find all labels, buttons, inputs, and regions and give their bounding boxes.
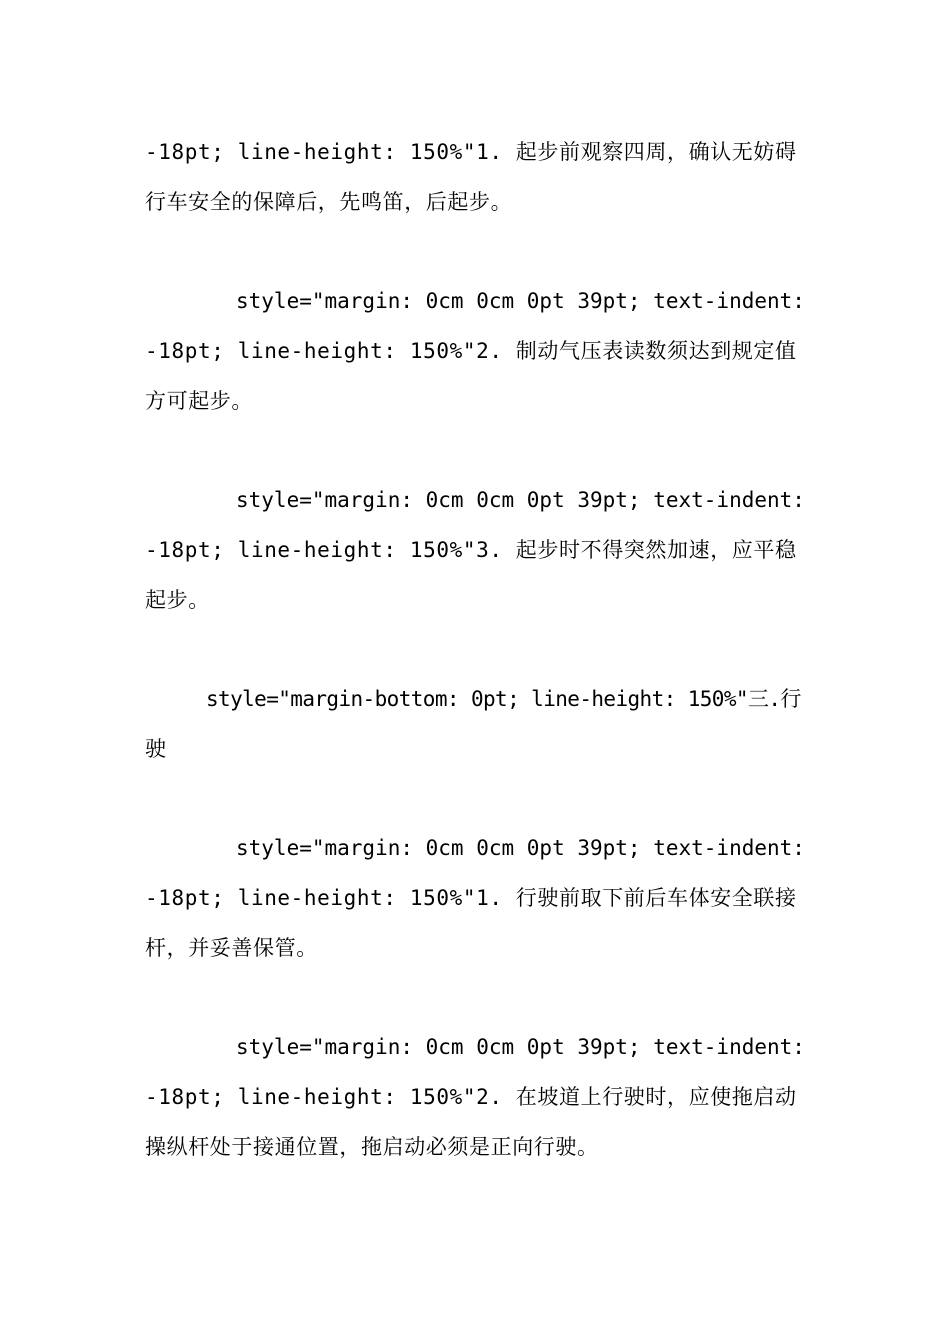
text-line: 方可起步。 <box>145 389 253 413</box>
section-heading-driving <box>145 674 805 774</box>
paragraph-brake-pressure <box>145 276 805 426</box>
text-line: style="margin: 0cm 0cm 0pt 39pt; text-indent: <box>236 1035 805 1059</box>
text-line: style="margin: 0cm 0cm 0pt 39pt; text-indent: <box>236 289 805 313</box>
paragraph-slope-driving <box>145 1022 805 1172</box>
text-line: 操纵杆处于接通位置，拖启动必须是正向行驶。 <box>145 1135 599 1159</box>
paragraph-remove-link-rod <box>145 823 805 973</box>
text-line: style="margin-bottom: 0pt; line-height: 150%"三.行 <box>206 687 801 711</box>
text-line: -18pt; line-height: 150%"3. 起步时不得突然加速，应平稳 <box>145 538 797 562</box>
text-line: style="margin: 0cm 0cm 0pt 39pt; text-indent: <box>236 836 805 860</box>
paragraph-start-check <box>145 127 805 227</box>
text-line: -18pt; line-height: 150%"1. 行驶前取下前后车体安全联接 <box>145 886 797 910</box>
text-line: style="margin: 0cm 0cm 0pt 39pt; text-indent: <box>236 488 805 512</box>
paragraph-smooth-start <box>145 475 805 625</box>
text-line: -18pt; line-height: 150%"2. 制动气压表读数须达到规定值 <box>145 339 797 363</box>
text-line: 驶 <box>145 737 167 761</box>
text-line: -18pt; line-height: 150%"1. 起步前观察四周，确认无妨碍 <box>145 140 797 164</box>
text-line: -18pt; line-height: 150%"2. 在坡道上行驶时，应使拖启动 <box>145 1085 797 1109</box>
text-line: 起步。 <box>145 588 210 612</box>
text-line: 杆，并妥善保管。 <box>145 936 318 960</box>
text-line: 行车安全的保障后，先鸣笛，后起步。 <box>145 190 513 214</box>
